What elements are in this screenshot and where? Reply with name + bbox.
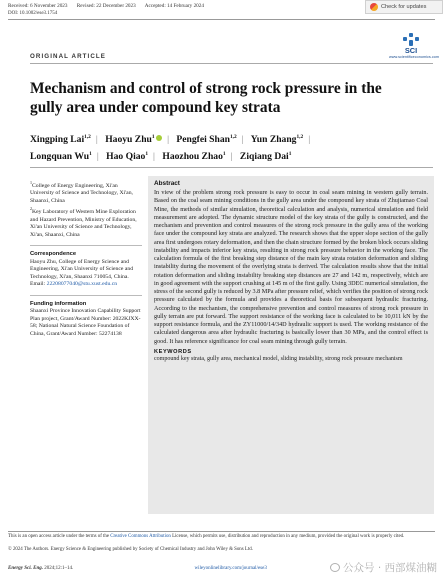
sci-logo-icon [400, 33, 422, 47]
author[interactable]: Haozhou Zhao$^1$ [162, 151, 226, 163]
revised-date: Revised: 22 December 2023 [76, 3, 136, 9]
received-date: Received: 6 November 2023 [8, 3, 68, 9]
header-divider [8, 19, 435, 20]
journal-link[interactable]: wileyonlinelibrary.com/journal/ese3 [194, 566, 267, 571]
doi-line[interactable]: DOI: 10.1002/ese3.1754 [8, 11, 58, 16]
author[interactable]: Hao Qiao$^1$ [106, 151, 149, 163]
affiliation: $^1$College of Energy Engineering, Xi'an University of Science and Technology, Xi'an, Shaanxi, China [30, 180, 133, 204]
article-type-divider [30, 63, 433, 64]
author[interactable]: Xingping Lai$^{1,2}$ [30, 134, 91, 146]
copyright-line: © 2024 The Authors. Energy Science & Engineering published by Society of Chemical Industry and John Wiley & Sons Ltd. [8, 547, 253, 552]
author[interactable]: Pengfei Shan$^{1,2}$ [176, 134, 237, 146]
journal-citation: Energy Sci. Eng. 2024;12:1–14. wileyonlinelibrary.com/journal/ese3 [8, 566, 267, 571]
crossmark-icon [370, 3, 378, 11]
sidebar-divider [30, 245, 142, 246]
check-for-updates-label: Check for updates [381, 4, 427, 10]
check-for-updates-button[interactable] [365, 0, 443, 14]
article-type: ORIGINAL ARTICLE [30, 53, 107, 60]
orcid-icon[interactable] [156, 135, 163, 142]
correspondence-heading: Correspondence [30, 251, 77, 258]
journal-logo [389, 33, 440, 59]
paper-title: Mechanism and control of strong rock pressure in the gully area under compound key strata [30, 80, 382, 116]
watermark: 公众号 · 西部煤油糊 [330, 560, 437, 575]
abstract-text: In view of the problem strong rock pressure is easy to occur in coal seam mining in western gully terrain. Based on the coal seam mining conditions in the gully area under the compound key strata of Zhujiamao Coal Mine, the methods of similar simulation, theoretical calculation and analysis, numerical simulation and field measurement are adopted. The dynamic structure model of the key strata of the gully is constructed, and the mechanism and prevention and control measures of the strong rock pressure in the gully area of the working face under the compound key strata are analyzed. The research shows that the upper slope section of the gully area first undergoes rotary deformation, and then the chain structure formed by the broken block occurs sliding instability and impacts inferior key strata, resulting in strong rock pressure behavior in the working face. The calculation formula of the first breaking step distance of the main key strata rotation deformation and sliding instability during the movement of the overlying strata is derived. The calculation results show that the initial rotation deformation and sliding instability breaking step distances are 27 and 142 m, respectively, which are in good agreement with the support crushing at 145 m of the first gully. Using 3DEC numerical simulation, the stress of the second gully is reduced by 3.8 MPa after pressure relief, which verifies the position of strong rock pressure calculated by the formula and provides a theoretical basis for subsequent hydraulic fracturing. According to the mechanism, the comprehensive prevention and control measures of strong rock pressure in gully terrain are put forward. The support resistance of the working face is calculated to be 10,011 kN by the support resistance formula, and the ZY11000/14/34D hydraulic support is used. The working resistance of the calculated dangerous area after hydraulic fracturing is basically lower than 30 MPa, and the control effect is good. It has reference significance for coal seam mining through gully terrain. [154, 189, 428, 345]
correspondence-text: Haoyu Zhu, College of Energy Science and Engineering, Xi'an University of Science and Technology, Xi'an, Shaanxi 710054, China. [30, 258, 134, 280]
logo-url: www.scientificeconomics.com [389, 55, 440, 59]
abstract-box [148, 176, 434, 514]
author[interactable]: Longquan Wu$^1$ [30, 151, 92, 163]
license-statement: This is an open access article under the terms of the Creative Commons Attribution License, which permits use, distribution and reproduction in any medium, provided the original work is properly cited. [8, 534, 405, 539]
keywords-heading: KEYWORDS [154, 348, 192, 355]
author[interactable]: Yun Zhang$^{1,2}$ [250, 134, 304, 146]
front-matter-sidebar [30, 170, 142, 338]
author[interactable]: Haoyu Zhu$^1$ [105, 134, 162, 145]
author[interactable]: Ziqiang Dai$^1$ [239, 151, 292, 163]
correspondence-email-line: Email: 22208077040@stu.xust.edu.cn [30, 281, 118, 288]
wechat-icon [330, 563, 340, 572]
funding-heading: Funding information [30, 300, 87, 307]
license-link[interactable]: Creative Commons Attribution [110, 534, 171, 539]
sidebar-divider [30, 295, 142, 296]
author-list: Xingping Lai$^{1,2}$ | Haoyu Zhu$^1$ | Pengfei Shan$^{1,2}$ | Yun Zhang$^{1,2}$ | Longquan Wu$^1$ | Hao Qiao$^1$ | Haozhou Zhao$^1$ | Ziqiang Dai$^1$ [30, 134, 311, 163]
logo-text: SCI [404, 46, 418, 55]
accepted-date: Accepted: 14 February 2024 [144, 3, 204, 9]
keywords-text: compound key strata, gully area, mechanical model, sliding instability, strong rock pressure mechanism [154, 355, 403, 362]
funding-text: Shaanxi Province Innovation Capability Support Plan project, Grant/Award Number: 2022KJXX-58; National Natural Science Foundation of China, Grant/Award Number: 52274138 [30, 308, 141, 337]
article-dates [8, 3, 212, 10]
affiliation: $^2$Key Laboratory of Western Mine Exploration and Hazard Prevention, Ministry of Education, Xi'an University of Science and Technology, Xi'an, Shaanxi, China [30, 206, 137, 238]
abstract-heading: Abstract [154, 180, 180, 187]
footer-divider [8, 531, 435, 532]
authors-divider [30, 167, 433, 168]
email-link[interactable]: 22208077040@stu.xust.edu.cn [46, 281, 118, 288]
